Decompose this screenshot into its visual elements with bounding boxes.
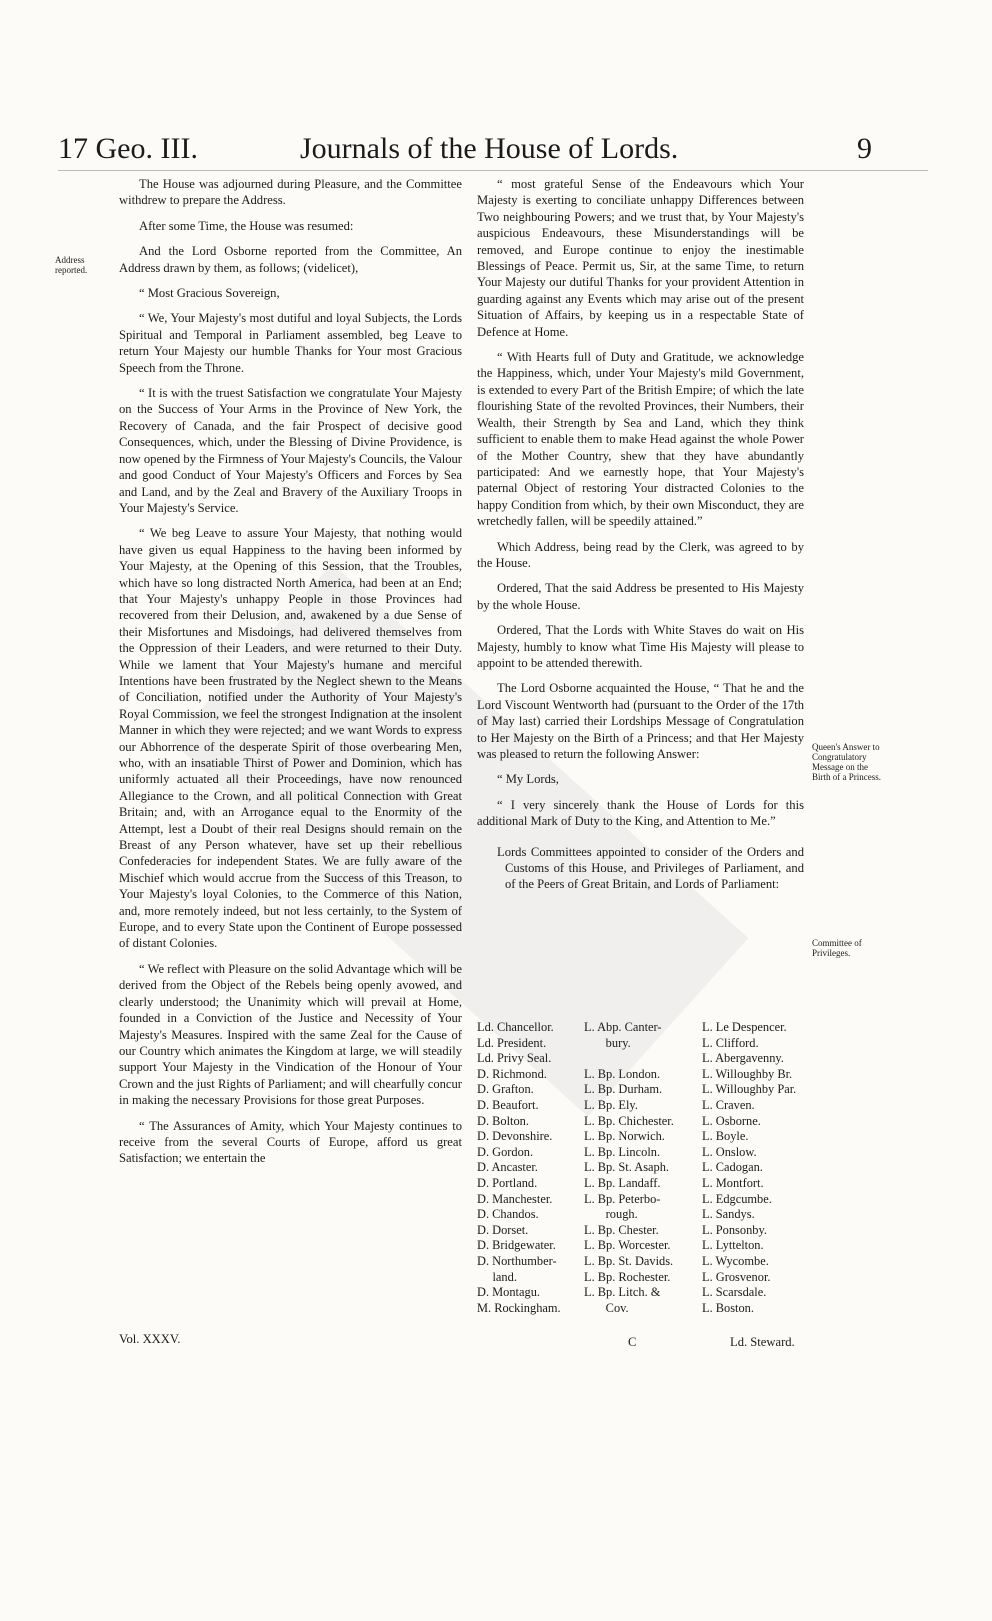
left-column [119, 176, 462, 1176]
lord-entry: Ld. Chancellor. [477, 1020, 554, 1034]
lord-entry: L. Bp. Chester. [584, 1222, 659, 1237]
lord-entry: L. Clifford. [702, 1035, 759, 1050]
paragraph: “ We, Your Majesty's most dutiful and loyal Subjects, the Lords Spiritual and Temporal in Parliament assembled, beg Leave to return Your Majesty our humble Thanks for Your most Gracious Speech from the Throne. [119, 311, 462, 375]
paragraph: After some Time, the House was resumed: [139, 218, 354, 233]
lord-entry: L. Wycombe. [702, 1253, 769, 1268]
lord-entry: D. Bridgewater. [477, 1238, 556, 1253]
lord-entry: D. Gordon. [477, 1144, 534, 1159]
lord-entry: D. Richmond. [477, 1066, 547, 1081]
paragraph: Which Address, being read by the Clerk, was agreed to by the House. [477, 539, 804, 570]
paragraph: “ most grateful Sense of the Endeavours which Your Majesty is exerting to conciliate unhappy Differences between Two neighbouring Powers; and we trust that, by Your Majesty's auspicious Endeavours, these Misunderstandings will be removed, and Europe continue to enjoy the inestimable Blessings of Peace. Permit us, Sir, at the same Time, to return Your Majesty our dutiful Thanks for your provident Attention in guarding against any Events which may arise out of the present Situation of Affairs, by keeping us in a respectable State of Defence at Home. [477, 177, 804, 339]
lord-entry: L. Bp. St. Asaph. [584, 1160, 670, 1175]
lord-entry: D. Montagu. [477, 1285, 540, 1300]
paragraph: “ It is with the truest Satisfaction we congratulate Your Majesty on the Success of Your Arms in the Province of New York, the Recovery of Canada, and the fair Prospect of decisive good Consequences, which, under the Blessing of Divine Providence, is now opened by the Firmness of Your Majesty's Councils, the Valour and good Conduct of Your Majesty's Officers and Forces by Sea and Land, and by the Zeal and Bravery of the Auxiliary Troops in Your Majesty's Service. [119, 386, 462, 515]
paragraph: “ The Assurances of Amity, which Your Majesty continues to receive from the several Courts of Europe, afford us great Satisfaction; we entertain the [119, 1118, 462, 1166]
paragraph: The Lord Osborne acquainted the House, “ That he and the Lord Viscount Wentworth had (pursuant to the Order of the 17th of May last) carried their Lordships Message of Congratulation to Her Majesty on the Birth of a Princess; and that Her Majesty was pleased to return the following Answer: [477, 681, 804, 761]
paragraph: “ With Hearts full of Duty and Gratitude, we acknowledge the Happiness, which, under Your Majesty's mild Government, is extended to every Part of the British Empire; of which the late flourishing State of the revolted Provinces, their Numbers, their Wealth, their Strength by Sea and Land, which they think sufficient to enable them to make Head against the whole Power of the Mother Country, shew that they have abundantly participated: And we earnestly hope, that Your Majesty's paternal Object of restoring Your distracted Colonies to the happy Condition from which, by their own Misconduct, they are wretchedly fallen, will be speedily attained.” [477, 350, 804, 529]
lord-entry: L. Scarsdale. [702, 1285, 767, 1300]
lord-entry: L. Bp. Chichester. [584, 1113, 674, 1128]
lord-entry: L. Onslow. [702, 1144, 757, 1159]
lord-entry: L. Lyttelton. [702, 1238, 764, 1253]
lord-entry: D. Beaufort. [477, 1097, 539, 1112]
lord-entry: D. Northumber- [477, 1253, 557, 1268]
lord-entry: L. Le Despencer. [702, 1020, 787, 1034]
lord-entry: D. Bolton. [477, 1113, 529, 1128]
lord-entry: Cov. [584, 1300, 629, 1315]
paragraph: The House was adjourned during Pleasure, and the Committee withdrew to prepare the Address. [119, 177, 462, 208]
regnal-year: 17 Geo. III. [58, 132, 198, 165]
paragraph: “ My Lords, [497, 772, 559, 787]
lord-entry: L. Willoughby Par. [702, 1082, 797, 1097]
lord-entry: D. Manchester. [477, 1191, 553, 1206]
paragraph: “ We beg Leave to assure Your Majesty, that nothing would have given us equal Happiness to the having been informed by Your Majesty, at the Opening of this Session, that the Troubles, which have so long distracted North America, had been at an End; that Your Majesty's unhappy People in those Provinces had recovered from their Delusion, and, awakened by a due Sense of their Misfortunes and Misdoings, had delivered themselves from the Oppression of their Leaders, and were returned to their Duty. While we lament that Your Majesty's humane and merciful Intentions have been frustrated by the Neglect shewn to the Means of Conciliation, notified under the Authority of Your Majesty's Royal Commission, we feel the strongest Indignation at the insolent Manner in which they were rejected; and we want Words to express our Abhorrence of the desperate Spirit of those overbearing Men, who, with an insatiable Thirst of Power and Dominion, which has uniformly actuated all their Proceedings, have now renounced Allegiance to the Crown, and all political Connection with Great Britain; and, with an Arrogance equal to the Enormity of the Attempt, lest a Doubt of their real Designs should remain on the Breast of any Person whatever, have set up their rebellious Confederacies for independent States. We are fully aware of the Mischief which would accrue from the Success of this Treason, to Your Majesty's loyal Colonies, to the Commerce of this Nation, and, more remotely indeed, but not less certainly, to the System of Europe, and to every State upon the Continent of Europe possessed of distant Colonies. [119, 526, 462, 951]
lord-entry: bury. [584, 1035, 631, 1050]
lord-entry: L. Bp. Landaff. [584, 1175, 661, 1190]
lord-entry: L. Ponsonby. [702, 1222, 767, 1237]
paragraph: “ Most Gracious Sovereign, [139, 286, 280, 301]
lord-entry: Ld. Privy Seal. [477, 1051, 552, 1066]
lord-entry: L. Boston. [702, 1300, 754, 1315]
lord-entry: L. Bp. Norwich. [584, 1129, 665, 1144]
lord-entry: L. Bp. St. Davids. [584, 1253, 674, 1268]
signature-c: C [628, 1335, 637, 1349]
lord-entry: D. Chandos. [477, 1207, 539, 1222]
lord-entry: L. Bp. Worcester. [584, 1238, 671, 1253]
lord-entry: D. Grafton. [477, 1082, 534, 1097]
lord-entry: L. Grosvenor. [702, 1269, 771, 1284]
volume-signature: Vol. XXXV. [119, 1332, 181, 1346]
lord-entry: L. Bp. Peterbo- [584, 1191, 661, 1206]
lords-list-column-1 [477, 1020, 577, 1316]
lord-entry: L. Cadogan. [702, 1160, 763, 1175]
header-rule [58, 170, 928, 171]
margin-note-committee: Committee of Privileges. [812, 938, 862, 958]
paragraph: And the Lord Osborne reported from the Committee, An Address drawn by them, as follows; (videlicet), [119, 244, 462, 275]
lord-entry: rough. [584, 1207, 638, 1222]
lord-entry: L. Abergavenny. [702, 1051, 784, 1066]
lord-entry: land. [477, 1269, 517, 1284]
lord-entry: L. Montfort. [702, 1175, 764, 1190]
lord-entry: L. Bp. Rochester. [584, 1269, 671, 1284]
lord-entry: Ld. President. [477, 1035, 547, 1050]
lord-entry: L. Bp. Durham. [584, 1082, 663, 1097]
paragraph: “ We reflect with Pleasure on the solid Advantage which will be derived from the Object of the Rebels being openly avowed, and clearly understood; the Unanimity which will prevail at Home, founded in a Conviction of the Justice and Necessity of Your Majesty's Measures. Inspired with the same Zeal for the Cause of our Country which animates the Kingdom at large, we will steadily support Your Majesty in the Vindication of the Honour of Your Crown and the just Rights of Parliament; and will chearfully concur in making the necessary Provisions for those great Purposes. [119, 961, 462, 1108]
lord-entry: L. Bp. Lincoln. [584, 1144, 661, 1159]
committee-heading: Lords Committees appointed to consider of the Orders and Customs of this House, and Privileges of Parliament, and of the Peers of Great Britain, and Lords of Parliament: [497, 844, 804, 892]
lord-entry: L. Craven. [702, 1097, 755, 1112]
margin-note-queens-answer: Queen's Answer to Congratulatory Message on the Birth of a Princess. [812, 742, 881, 782]
lord-entry: D. Portland. [477, 1175, 538, 1190]
right-column [477, 176, 804, 901]
lord-entry: L. Willoughby Br. [702, 1066, 793, 1081]
margin-note-address: Address reported. [55, 255, 88, 275]
page-title: Journals of the House of Lords. [300, 132, 679, 165]
paragraph: “ I very sincerely thank the House of Lords for this additional Mark of Duty to the King, and Attention to Me.” [477, 797, 804, 829]
lord-entry: L. Bp. Ely. [584, 1097, 638, 1112]
paragraph: Ordered, That the Lords with White Staves do wait on His Majesty, humbly to know what Time His Majesty will please to appoint to be attended therewith. [477, 623, 804, 670]
lord-entry: L. Edgcumbe. [702, 1191, 772, 1206]
lord-entry: D. Devonshire. [477, 1129, 553, 1144]
lord-entry: L. Bp. Litch. & [584, 1285, 661, 1300]
lords-list-column-2 [584, 1020, 704, 1316]
page-number: 9 [857, 132, 872, 165]
lords-list-column-3 [702, 1020, 822, 1316]
lord-entry: L. Osborne. [702, 1113, 761, 1128]
lord-entry: L. Boyle. [702, 1129, 749, 1144]
lord-entry: L. Abp. Canter- [584, 1020, 662, 1034]
lord-entry: L. Bp. London. [584, 1066, 661, 1081]
lord-entry: D. Dorset. [477, 1222, 529, 1237]
lord-entry: D. Ancaster. [477, 1160, 538, 1175]
lord-entry: M. Rockingham. [477, 1300, 561, 1315]
lord-steward: Ld. Steward. [730, 1335, 795, 1349]
paragraph: Ordered, That the said Address be presented to His Majesty by the whole House. [477, 581, 804, 612]
lord-entry [584, 1051, 704, 1067]
lord-entry: L. Sandys. [702, 1207, 755, 1222]
